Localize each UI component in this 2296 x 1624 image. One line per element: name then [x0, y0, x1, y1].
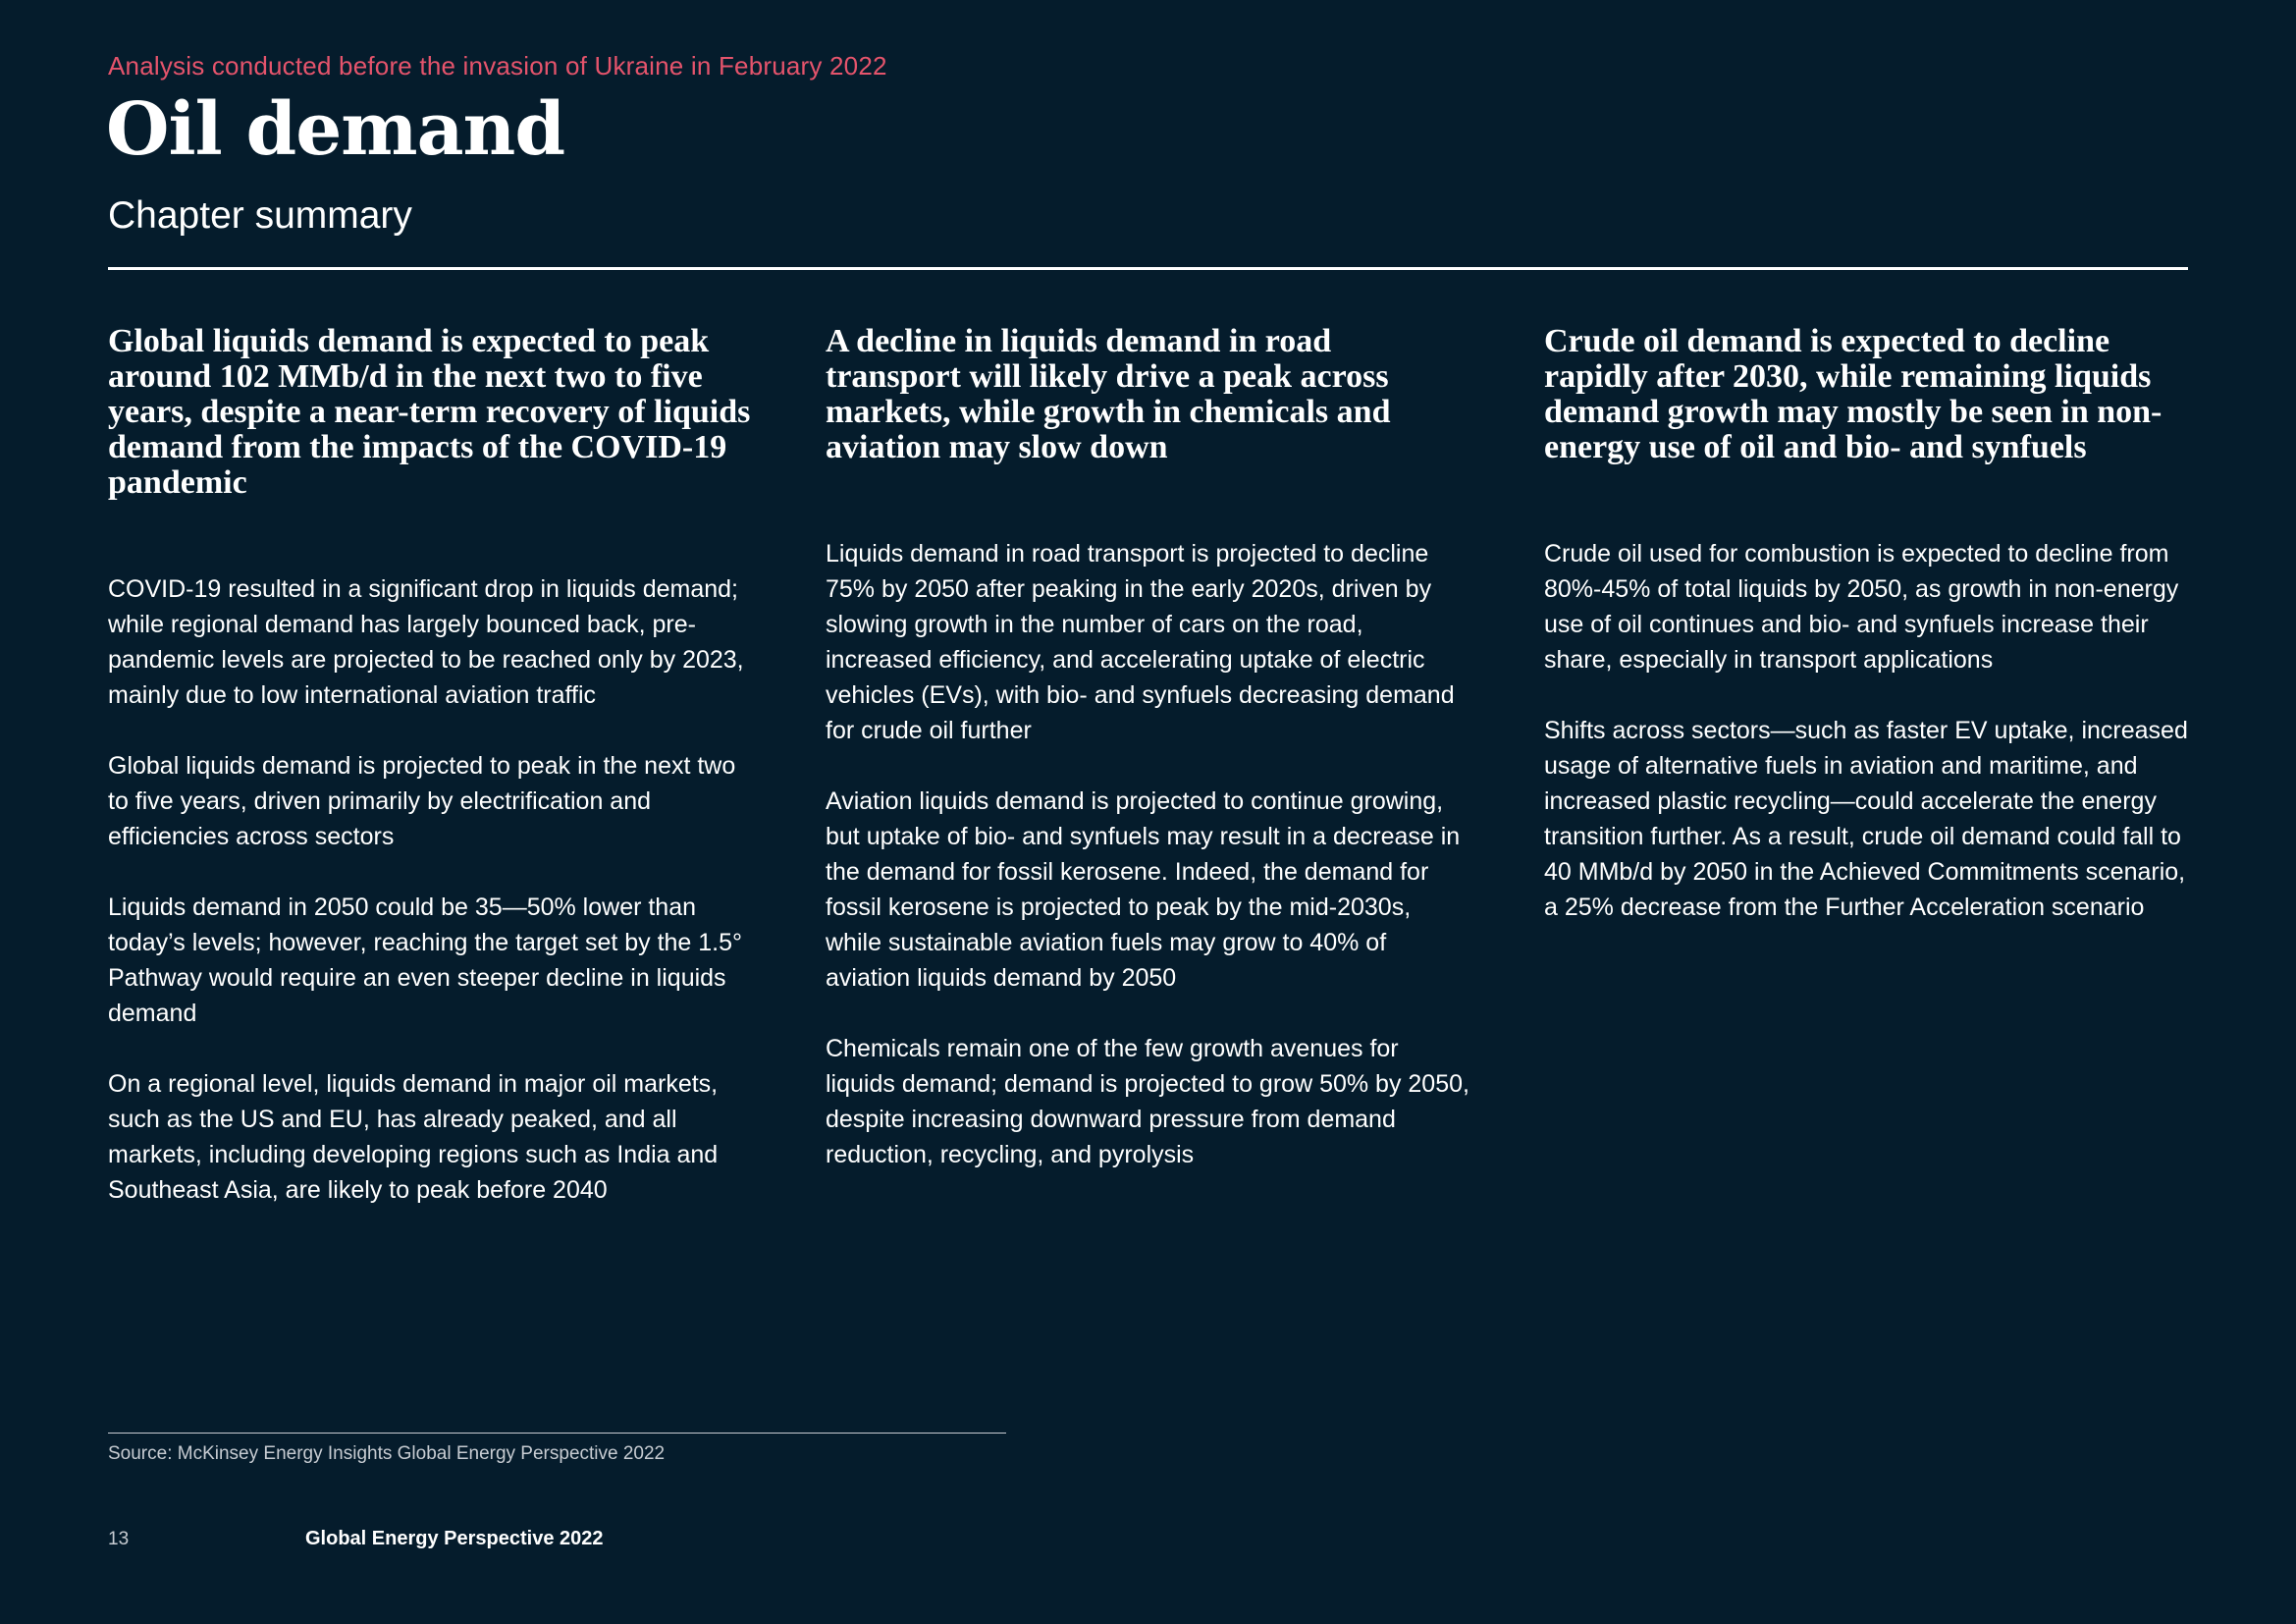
column-paragraph: Global liquids demand is projected to peak in the next two to five years, driven primarily by electrification and efficiencies across sectors [108, 752, 736, 850]
column-heading: Crude oil demand is expected to decline rapidly after 2030, while remaining liquids demand growth may mostly be seen in non-energy use of oil and bio- and synfuels [1544, 323, 2163, 465]
column-paragraph: Liquids demand in 2050 could be 35—50% lower than today’s levels; however, reaching the target set by the 1.5° Pathway would require an even steeper decline in liquids demand [108, 893, 743, 1027]
analysis-note: Analysis conducted before the invasion of Ukraine in February 2022 [108, 51, 887, 81]
column-paragraph: Liquids demand in road transport is projected to decline 75% by 2050 after peaking in the early 2020s, driven by slowing growth in the number of cars on the road, increased efficiency, and accelerating uptake of electric vehicles (EVs), with bio- and synfuels decreasing demand for crude oil further [826, 540, 1455, 744]
column-paragraph: Chemicals remain one of the few growth avenues for liquids demand; demand is projected to grow 50% by 2050, despite increasing downward pressure from demand reduction, recycling, and pyrolysis [826, 1035, 1469, 1168]
source-note: Source: McKinsey Energy Insights Global Energy Perspective 2022 [108, 1443, 666, 1464]
source-divider [108, 1433, 1006, 1434]
column-paragraph: Aviation liquids demand is projected to continue growing, but uptake of bio- and synfuels may result in a decrease in the demand for fossil kerosene. Indeed, the demand for fossil kerosene is projected to peak by the mid-2030s, while sustainable aviation fuels may grow to 40% of aviation liquids demand by 2050 [826, 787, 1461, 992]
column-paragraph: On a regional level, liquids demand in major oil markets, such as the US and EU, has already peaked, and all markets, including developing regions such as India and Southeast Asia, are likely to peak before 2040 [108, 1070, 719, 1204]
summary-column-1 [108, 324, 756, 1243]
summary-column-2 [826, 324, 1473, 1208]
page-number: 13 [108, 1529, 130, 1549]
publication-title: Global Energy Perspective 2022 [305, 1528, 604, 1549]
summary-column-3 [1544, 324, 2192, 960]
column-paragraph: COVID-19 resulted in a significant drop in liquids demand; while regional demand has largely bounced back, pre-pandemic levels are projected to be reached only by 2023, mainly due to low international aviation traffic [108, 575, 744, 709]
page-subtitle: Chapter summary [108, 194, 412, 237]
page-title: Oil demand [106, 87, 565, 172]
header-divider [108, 267, 2188, 270]
column-heading: A decline in liquids demand in road transport will likely drive a peak across markets, while growth in chemicals and aviation may slow down [826, 323, 1391, 465]
column-paragraph: Shifts across sectors—such as faster EV uptake, increased usage of alternative fuels in aviation and maritime, and increased plastic recycling—could accelerate the energy transition further. As a result, crude oil demand could fall to 40 MMb/d by 2050 in the Achieved Commitments scenario, a 25% decrease from the Further Acceleration scenario [1544, 717, 2188, 921]
column-heading: Global liquids demand is expected to peak around 102 MMb/d in the next two to five years, despite a near-term recovery of liquids demand from the impacts of the COVID-19 pandemic [108, 323, 751, 501]
column-paragraph: Crude oil used for combustion is expected to decline from 80%-45% of total liquids by 2050, as growth in non-energy use of oil continues and bio- and synfuels increase their share, especially in transport applications [1544, 540, 2179, 674]
